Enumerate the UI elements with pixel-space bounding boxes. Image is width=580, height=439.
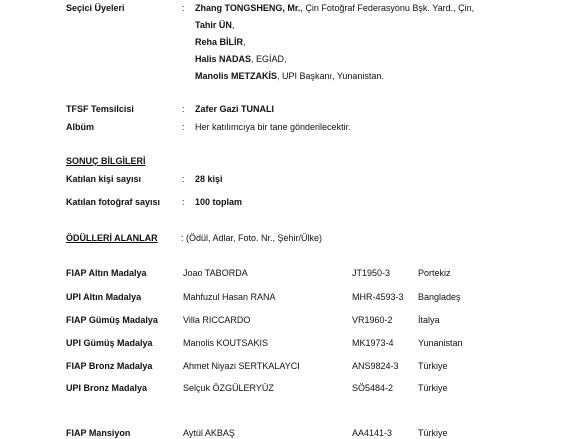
award-type: UPI Altın Madalya <box>66 292 142 302</box>
tfsf-value: Zafer Gazi TUNALI <box>195 104 275 114</box>
jury-member-name: Reha BİLİR <box>195 37 244 47</box>
jury-colon: : <box>182 3 185 13</box>
award-country: Türkiye <box>418 361 448 371</box>
award-winner: Mahfuzul Hasan RANA <box>183 292 276 302</box>
album-label: Albüm <box>66 122 94 132</box>
participants-label: Katılan kişi sayısı <box>66 174 142 184</box>
award-photo-number: ANS9824-3 <box>352 361 399 371</box>
jury-member <box>195 37 246 48</box>
award-photo-number: AA4141-3 <box>352 428 393 438</box>
tfsf-label: TFSF Temsilcisi <box>66 104 134 114</box>
jury-member-detail: , EGİAD, <box>251 54 287 64</box>
jury-member <box>195 3 474 14</box>
jury-member <box>195 20 234 31</box>
award-photo-number: SÖ5484-2 <box>352 383 394 393</box>
award-type: UPI Bronz Madalya <box>66 383 148 393</box>
jury-member-detail: , UPI Başkanı, Yunanistan. <box>277 71 384 81</box>
award-photo-number: JT1950-3 <box>352 268 391 278</box>
award-type: FIAP Altın Madalya <box>66 268 147 278</box>
awards-subheading: : (Ödül, Adlar, Foto. Nr., Şehir/Ülke) <box>181 233 323 243</box>
award-winner: Villa RICCARDO <box>183 315 251 325</box>
jury-member <box>195 71 384 82</box>
award-country: Türkiye <box>418 428 448 438</box>
awards-heading: ÖDÜLLERİ ALANLAR <box>66 233 158 243</box>
photos-value: 100 toplam <box>195 197 243 207</box>
award-type: FIAP Bronz Madalya <box>66 361 153 371</box>
participants-colon: : <box>182 174 185 184</box>
jury-member <box>195 54 287 65</box>
jury-label: Seçici Üyeleri <box>66 3 125 13</box>
award-country: Bangladeş <box>418 292 461 302</box>
award-country: İtalya <box>418 315 440 325</box>
award-country: Türkiye <box>418 383 448 393</box>
award-type: FIAP Gümüş Madalya <box>66 315 158 325</box>
award-winner: Joao TABORDA <box>183 268 248 278</box>
jury-member-name: Zhang TONGSHENG, Mr. <box>195 3 301 13</box>
results-heading: SONUÇ BİLGİLERİ <box>66 156 146 166</box>
album-colon: : <box>182 122 185 132</box>
tfsf-colon: : <box>182 104 185 114</box>
award-type: UPI Gümüş Madalya <box>66 338 153 348</box>
award-type: FIAP Mansiyon <box>66 428 131 438</box>
award-photo-number: MK1973-4 <box>352 338 394 348</box>
award-photo-number: VR1960-2 <box>352 315 393 325</box>
jury-member-name: Tahir ÜN <box>195 20 232 30</box>
photos-label: Katılan fotoğraf sayısı <box>66 197 161 207</box>
award-country: Yunanistan <box>418 338 463 348</box>
jury-member-detail: , <box>243 37 246 47</box>
award-winner: Manolis KOUTSAKIS <box>183 338 269 348</box>
participants-value: 28 kişi <box>195 174 223 184</box>
jury-member-detail: , <box>231 20 235 30</box>
award-winner: Selçuk ÖZGÜLERYÜZ <box>183 383 274 393</box>
album-value: Her katılımcıya bir tane gönderilecektir. <box>195 122 351 132</box>
jury-member-name: Manolis METZAKİS <box>195 71 278 81</box>
award-winner: Ahmet Niyazi SERTKALAYCI <box>183 361 300 371</box>
jury-member-name: Halis NADAS <box>195 54 252 64</box>
jury-member-detail: , Çin Fotoğraf Federasyonu Bşk. Yard., Çin, <box>300 3 475 13</box>
photos-colon: : <box>182 197 185 207</box>
award-winner: Aytül AKBAŞ <box>183 428 235 438</box>
award-photo-number: MHR-4593-3 <box>352 292 404 302</box>
award-country: Portekiz <box>418 268 451 278</box>
